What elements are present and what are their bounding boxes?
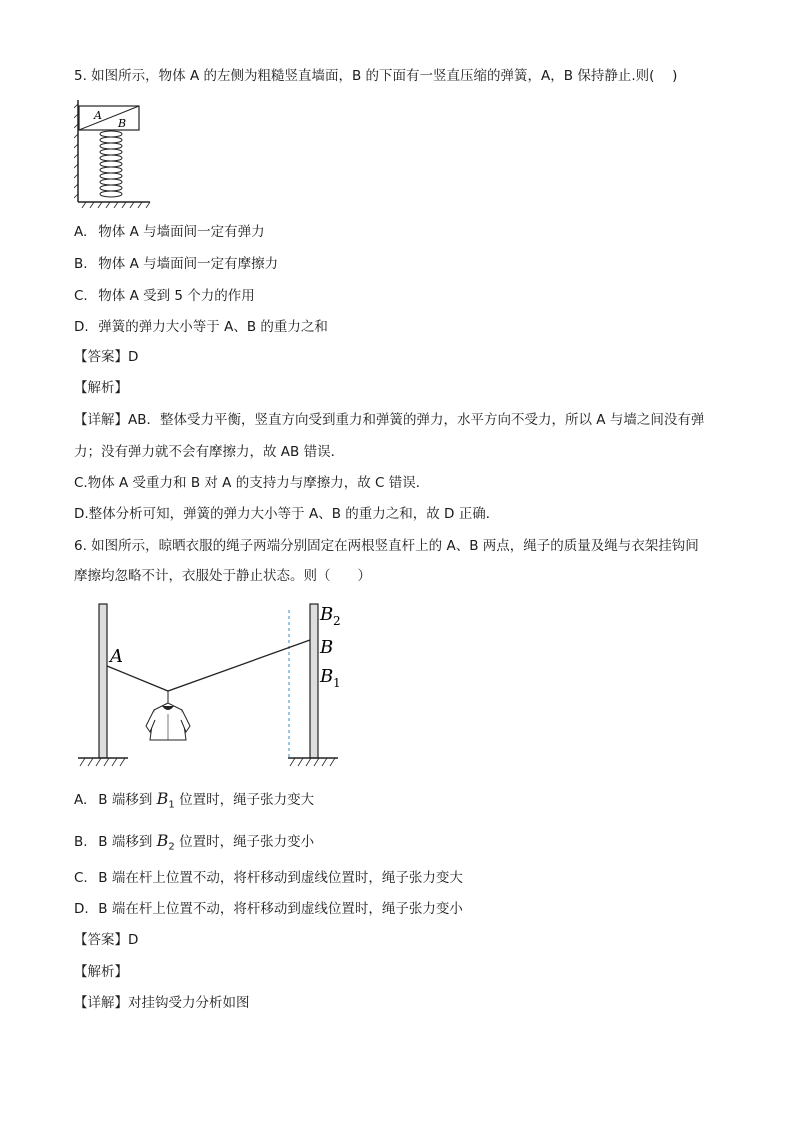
label-b: B xyxy=(118,117,127,130)
rope xyxy=(107,640,310,691)
label-a: A xyxy=(110,646,123,667)
q5-detail-line4: D.整体分析可知，弹簧的弹力大小等于 A、B 的重力之和，故 D 正确． xyxy=(74,506,500,522)
right-pole xyxy=(310,604,318,758)
q6-analysis-heading: 【解析】 xyxy=(74,964,128,980)
spring xyxy=(100,131,122,197)
q5-option-d: D. 弹簧的弹力大小等于 A、B 的重力之和 xyxy=(74,319,328,335)
left-ground-hatch xyxy=(80,758,125,766)
right-ground-hatch xyxy=(290,758,335,766)
q6-option-c: C. B 端在杆上位置不动，将杆移动到虚线位置时，绳子张力变大 xyxy=(74,870,463,886)
q6-stem-line2: 摩擦均忽略不计，衣服处于静止状态。则（ ） xyxy=(74,568,371,584)
label-b2: B xyxy=(320,604,334,625)
label-b1-sub: 1 xyxy=(333,676,341,690)
q5-answer: 【答案】D xyxy=(74,349,139,365)
q5-figure xyxy=(74,98,154,210)
label-a: A xyxy=(94,109,102,122)
left-pole xyxy=(99,604,107,758)
q6-option-b: B. B 端移到 $B_2$ 位置时，绳子张力变小 xyxy=(74,831,315,853)
q6-stem-line1: 6. 如图所示，晾晒衣服的绳子两端分别固定在两根竖直杆上的 A、B 两点，绳子的质量及绳与衣架挂钩间 xyxy=(74,538,699,554)
q5-detail-line3: C.物体 A 受重力和 B 对 A 的支持力与摩擦力，故 C 错误． xyxy=(74,475,430,491)
q6-answer: 【答案】D xyxy=(74,932,139,948)
q5-option-c: C. 物体 A 受到 5 个力的作用 xyxy=(74,288,255,304)
q5-detail-line2: 力；没有弹力就不会有摩擦力，故 AB 错误． xyxy=(74,444,345,460)
q6-figure xyxy=(74,600,364,772)
q5-option-a: A. 物体 A 与墙面间一定有弹力 xyxy=(74,224,265,240)
label-b: B xyxy=(320,637,334,658)
label-b2-sub: 2 xyxy=(333,614,341,628)
q6-option-a: A. B 端移到 $B_1$ 位置时，绳子张力变大 xyxy=(74,789,315,811)
ground-hatch xyxy=(82,202,150,208)
q5-stem: 5. 如图所示，物体 A 的左侧为粗糙竖直墙面，B 的下面有一竖直压缩的弹簧，A，B 保持静止.则( ) xyxy=(74,68,678,84)
q6-detail-line1: 【详解】对挂钩受力分析如图 xyxy=(74,995,250,1011)
q5-option-b: B. 物体 A 与墙面间一定有摩擦力 xyxy=(74,256,279,272)
label-b1: B xyxy=(320,666,334,687)
q6-option-d: D. B 端在杆上位置不动，将杆移动到虚线位置时，绳子张力变小 xyxy=(74,901,463,917)
q5-analysis-heading: 【解析】 xyxy=(74,380,128,396)
q5-detail-line1: 【详解】AB．整体受力平衡，竖直方向受到重力和弹簧的弹力，水平方向不受力，所以 A 与墙之间没有弹 xyxy=(74,412,705,428)
